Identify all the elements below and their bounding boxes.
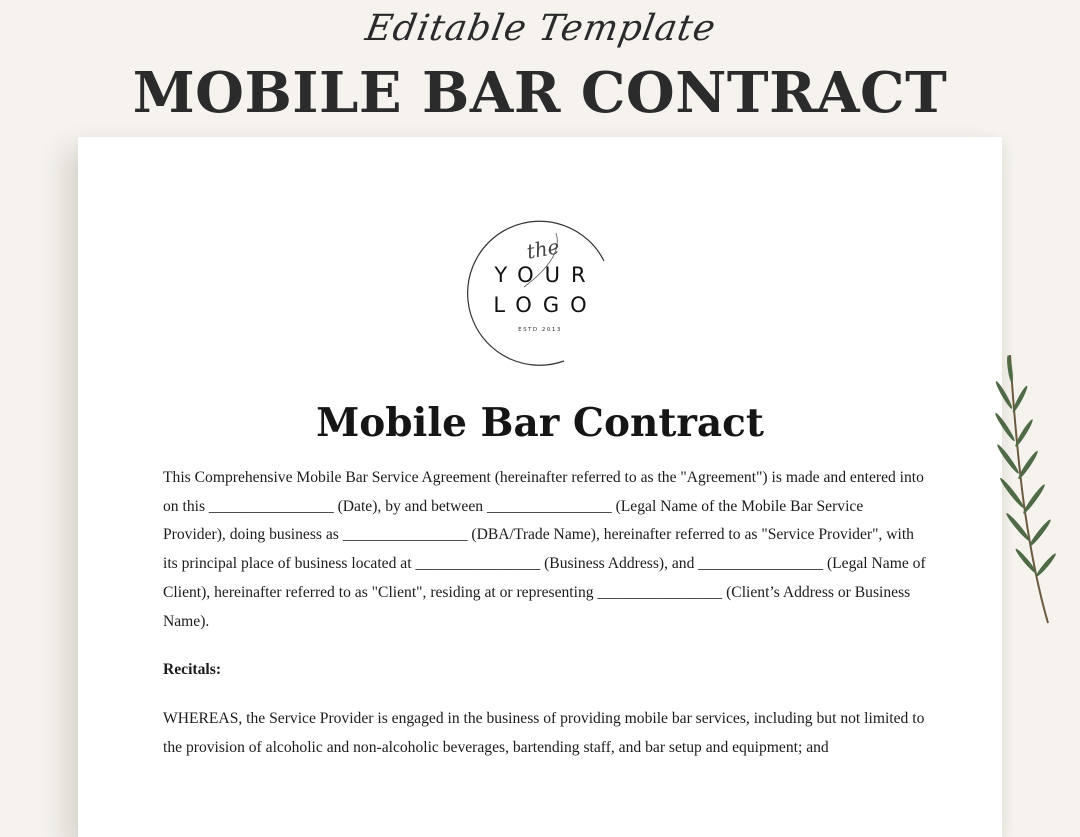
document-title: Mobile Bar Contract <box>316 400 764 446</box>
logo-line-1: YOUR <box>494 263 597 287</box>
logo-established: ESTD 2013 <box>518 327 562 333</box>
recitals-heading: Recitals: <box>163 661 222 678</box>
intro-paragraph: This Comprehensive Mobile Bar Service Agreement (hereinafter referred to as the "Agreement") is made and entered into on this ________________ (Date), by and between ________________ (Legal Name of the Mobile Bar Service Provider), doing business as ________________ (DBA/Trade Name), hereinafter referred to as "Service Provider", with its principal place of business located at ________________ (Business Address), and ________________ (Legal Name of Client), hereinafter referred to as "Client", residing at or representing ________________ (Client’s Address or Business Name). <box>163 469 926 630</box>
banner-script-heading: Editable Template <box>362 8 720 49</box>
logo <box>464 217 616 369</box>
logo-script-word: the <box>524 234 562 264</box>
document-page <box>78 137 1002 837</box>
rosemary-sprig-icon <box>980 355 1060 630</box>
banner-title: MOBILE BAR CONTRACT <box>132 60 948 126</box>
whereas-paragraph: WHEREAS, the Service Provider is engaged in the business of providing mobile bar services, including but not limited to the provision of alcoholic and non-alcoholic beverages, bartending staff, and bar setup and equipment; and <box>163 710 925 756</box>
logo-line-2: LOGO <box>493 293 598 317</box>
